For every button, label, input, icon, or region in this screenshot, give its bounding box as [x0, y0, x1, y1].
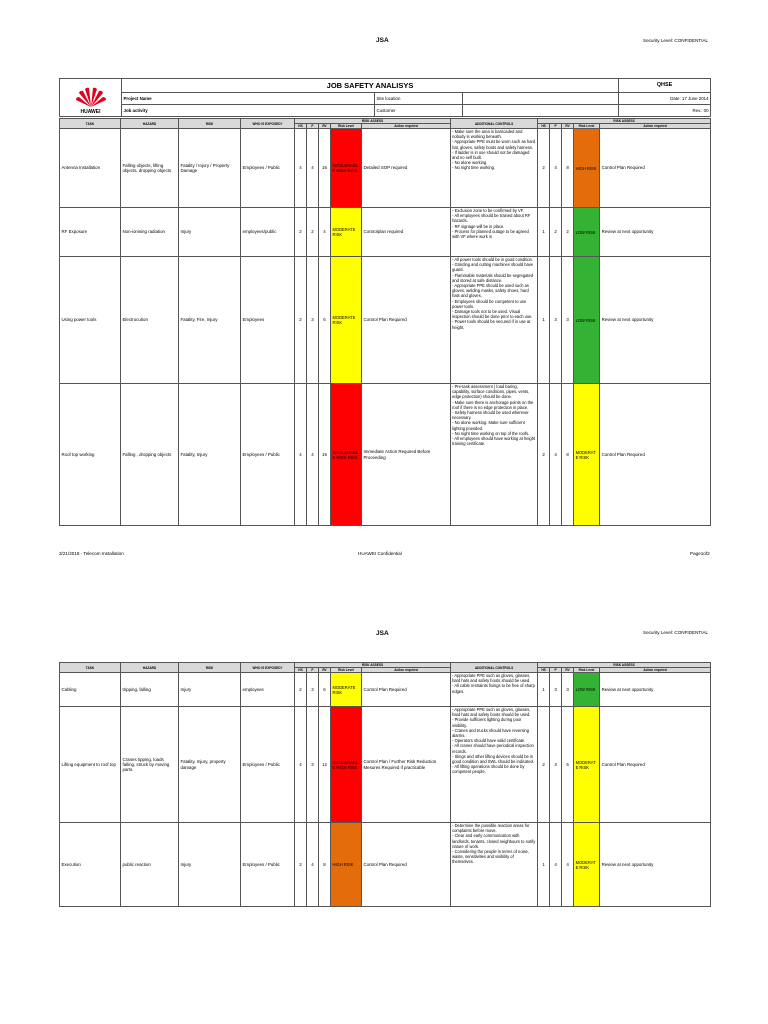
- risk-level-cell-2: HIGH RISK: [574, 129, 600, 208]
- doc-title: JOB SAFETY ANALISYS: [122, 79, 619, 93]
- task-cell: Using power tools: [60, 257, 121, 384]
- additional-controls-cell: - Appropriate PPE such as gloves, glasses, hard hats and safety boots should be used. - All cable restraints fixings to be free of sharp edges.: [451, 673, 538, 707]
- hs-cell-2: 2: [538, 129, 550, 208]
- rv-cell: 8: [319, 823, 331, 907]
- action-cell-2: Review at next opportunity: [600, 257, 711, 384]
- col-risk-level-2: Risk Level: [574, 668, 600, 673]
- col-hs-2: HS: [538, 668, 550, 673]
- rv-cell: 16: [319, 129, 331, 208]
- p-cell-2: 4: [550, 384, 562, 526]
- risk-cell: Fatality, Injury: [179, 384, 241, 526]
- huawei-logo-icon: [71, 85, 111, 111]
- page1-rows: [60, 129, 711, 526]
- action-cell: Control Plan Required: [362, 673, 451, 707]
- col-hs: HS: [295, 668, 307, 673]
- rv-cell-2: 3: [562, 257, 574, 384]
- hs-cell: 2: [295, 208, 307, 257]
- col-rv-2: RV: [562, 668, 574, 673]
- page2-risk-table: [59, 662, 711, 907]
- task-cell: Roof top working: [60, 384, 121, 526]
- hazard-cell: Electrocution: [121, 257, 179, 384]
- action-cell-2: Control Plan Required: [600, 129, 711, 208]
- task-cell: RF Exposure: [60, 208, 121, 257]
- doc-date: Date: 17 June 2014: [619, 93, 711, 105]
- hazard-cell: Falling objects, lifting objects, dropping objects: [121, 129, 179, 208]
- additional-controls-cell: - Exclusion zone to be confirmed by VF. - All employees should be trained about RF hazards. - RF signage will be in place. - Process for planned outage to be agreed with VF where work is: [451, 208, 538, 257]
- page1-title-block: [59, 78, 711, 117]
- job-activity-label: Job activity: [122, 105, 375, 117]
- p-cell: 3: [307, 673, 319, 707]
- additional-controls-cell: - Make sure the area is barricaded and nobody is working beneath. - Appropriate PPE must be worn such as hard hat, gloves, safety boots and safety harness. - If ladder is in use should not be damaged and no self built. - No alone working. - No night time working.: [451, 129, 538, 208]
- hs-cell: 2: [295, 673, 307, 707]
- p-cell: 2: [307, 208, 319, 257]
- risk-level-cell: INTOLERABLE HIGH RISK: [331, 129, 362, 208]
- risk-cell: Fatality, Injury, property damage: [179, 707, 241, 823]
- who-exposed-cell: Employees / Public: [241, 129, 295, 208]
- table-row: [60, 129, 711, 208]
- qhse-label: QHSE: [619, 79, 711, 93]
- p-cell-2: 3: [550, 707, 562, 823]
- risk-cell: Fatality, Fire, Injury: [179, 257, 241, 384]
- col-hs: HS: [295, 124, 307, 129]
- who-exposed-cell: Employees / Public: [241, 707, 295, 823]
- customer-label: Customer: [375, 105, 463, 117]
- who-exposed-cell: Employees / Public: [241, 823, 295, 907]
- page2-security-level: Security Level: CONFIDENTIAL: [643, 630, 709, 635]
- rv-cell-2: 6: [562, 707, 574, 823]
- additional-controls-cell: - Appropriate PPE such as gloves, glasses, hard hats and safety boots should be used. - Provide sufficient lighting during poor visibility. - Cranes and trucks should have reversing alarms. - Operators should have valid certificate. - All cranes should have periodical inspection records. - Slings and other lifting devices should be in good condition and SWL should be indicated. - All lifting operations should be done by competent people.: [451, 707, 538, 823]
- risk-cell: Injury: [179, 208, 241, 257]
- col-action-2: Action required: [600, 668, 711, 673]
- col-p-2: P: [550, 668, 562, 673]
- task-cell: Antenna Installation: [60, 129, 121, 208]
- who-exposed-cell: employees: [241, 673, 295, 707]
- col-action: Action required: [362, 124, 451, 129]
- p-cell: 4: [307, 129, 319, 208]
- col-risk-assess-2: RISK ASSESS: [538, 119, 711, 124]
- hs-cell: 4: [295, 707, 307, 823]
- risk-level-cell: HIGH RISK: [331, 823, 362, 907]
- task-cell: Execution: [60, 823, 121, 907]
- risk-level-cell-2: MODERATE RISK: [574, 707, 600, 823]
- task-cell: Cabling: [60, 673, 121, 707]
- col-additional: ADDITIONAL CONTROLS: [451, 119, 538, 129]
- col-risk: RISK: [179, 663, 241, 673]
- page1-header-title: JSA: [376, 37, 389, 44]
- col-task: TASK: [60, 119, 121, 129]
- risk-level-cell-2: MODERATE RISK: [574, 384, 600, 526]
- hs-cell-2: 2: [538, 707, 550, 823]
- p-cell-2: 3: [550, 257, 562, 384]
- risk-level-cell: MODERATE RISK: [331, 673, 362, 707]
- col-hs-2: HS: [538, 124, 550, 129]
- col-rv-2: RV: [562, 124, 574, 129]
- rv-cell: 16: [319, 384, 331, 526]
- risk-cell: Fatality / Injury / Property Damage: [179, 129, 241, 208]
- rv-cell: 4: [319, 208, 331, 257]
- risk-cell: Injury: [179, 673, 241, 707]
- additional-controls-cell: - All power tools should be in good condition. - Grinding and cutting machines should have guard. - Flammable materials should be segregated and stored at safe distance. - Appropriate PPE should be used such as gloves, welding masks, safety shoes, hard hats and gloves. - Employees should be competent to use power tools. - Damage tools not to be used. Visual inspection should be done prior to each use. - Power tools should be secured if in use at height.: [451, 257, 538, 384]
- risk-level-cell-2: MODERATE RISK: [574, 823, 600, 907]
- table-row: [60, 384, 711, 526]
- hazard-cell: Cranes tipping, loads falling, struck by moving parts.: [121, 707, 179, 823]
- rv-cell-2: 3: [562, 673, 574, 707]
- page2-header-title: JSA: [376, 630, 389, 637]
- risk-level-cell-2: LOW RISK: [574, 257, 600, 384]
- col-rv: RV: [319, 124, 331, 129]
- col-risk-level: Risk Level: [331, 124, 362, 129]
- p-cell-2: 4: [550, 129, 562, 208]
- p-cell-2: 3: [550, 673, 562, 707]
- page1-risk-table: [59, 118, 711, 526]
- rv-cell-2: 8: [562, 129, 574, 208]
- site-location-label: Site location: [375, 93, 463, 105]
- col-action-2: Action required: [600, 124, 711, 129]
- action-cell-2: Review at next opportunity: [600, 823, 711, 907]
- col-additional: ADDITIONAL CONTROLS: [451, 663, 538, 673]
- p-cell-2: 4: [550, 823, 562, 907]
- risk-level-cell: INTOLERABLE HIGH RISK: [331, 707, 362, 823]
- action-cell: Control Plan Required: [362, 257, 451, 384]
- page1-footer-left: 3/21/2018 - Telecom Installation: [59, 551, 124, 556]
- col-who: WHO IS EXPOSED?: [241, 119, 295, 129]
- col-risk-assess-2: RISK ASSESS: [538, 663, 711, 668]
- who-exposed-cell: Employees / Public: [241, 384, 295, 526]
- table-row: [60, 707, 711, 823]
- rv-cell: 6: [319, 257, 331, 384]
- page1-security-level: Security Level: CONFIDENTIAL: [643, 38, 709, 43]
- col-hazard: HAZARD: [121, 663, 179, 673]
- risk-cell: Injury: [179, 823, 241, 907]
- table-row: [60, 823, 711, 907]
- hs-cell-2: 2: [538, 384, 550, 526]
- risk-level-cell-2: LOW RISK: [574, 673, 600, 707]
- risk-level-cell: MODERATE RISK: [331, 208, 362, 257]
- col-p: P: [307, 124, 319, 129]
- hs-cell-2: 1: [538, 673, 550, 707]
- site-location-value: [463, 93, 619, 105]
- p-cell: 4: [307, 823, 319, 907]
- action-cell-2: Control Plan Required: [600, 384, 711, 526]
- page1-footer-center: HUAWEI Confidential: [358, 551, 402, 556]
- rv-cell: 12: [319, 707, 331, 823]
- hs-cell-2: 1: [538, 208, 550, 257]
- hazard-cell: Falling , dropping objects: [121, 384, 179, 526]
- rv-cell-2: 8: [562, 384, 574, 526]
- table-row: [60, 673, 711, 707]
- hs-cell: 4: [295, 384, 307, 526]
- col-action: Action required: [362, 668, 451, 673]
- col-risk-level: Risk Level: [331, 668, 362, 673]
- additional-controls-cell: - Pre-task assessment ( load baring, capability, surface conditions, pipes, vents, edge protection) should be done. - Make sure there is anchorage points on the roof if there is no edge protection in place. - Safety harness should be used wherever necessary. - No alone working. Make sure sufficient lighting provided. - No night time working on top of the roofs. - All employees should have working at height training certificate.: [451, 384, 538, 526]
- huawei-logo: [60, 79, 122, 117]
- table-row: [60, 257, 711, 384]
- hazard-cell: Non-ionising radiation: [121, 208, 179, 257]
- hs-cell: 2: [295, 257, 307, 384]
- rv-cell-2: 2: [562, 208, 574, 257]
- risk-level-cell-2: LOW RISK: [574, 208, 600, 257]
- customer-value: [463, 105, 619, 117]
- col-who: WHO IS EXPOSED?: [241, 663, 295, 673]
- page1-footer-right: Page1of2: [690, 551, 710, 556]
- p-cell-2: 2: [550, 208, 562, 257]
- col-p-2: P: [550, 124, 562, 129]
- task-cell: Lifting equipment to roof top: [60, 707, 121, 823]
- action-cell-2: Review at next opportunity: [600, 208, 711, 257]
- action-cell: Control Plan Required: [362, 823, 451, 907]
- page2-rows: [60, 673, 711, 907]
- col-hazard: HAZARD: [121, 119, 179, 129]
- risk-level-cell: MODERATE RISK: [331, 257, 362, 384]
- col-risk-assess: RISK ASSESS: [295, 119, 451, 124]
- action-cell-2: Review at next opportunity: [600, 673, 711, 707]
- project-name-label: Project Name: [122, 93, 375, 105]
- hs-cell-2: 1: [538, 257, 550, 384]
- rv-cell-2: 4: [562, 823, 574, 907]
- col-risk-level-2: Risk Level: [574, 124, 600, 129]
- action-cell: Controlplan required: [362, 208, 451, 257]
- table-row: [60, 208, 711, 257]
- col-risk: RISK: [179, 119, 241, 129]
- additional-controls-cell: - Determine the possible reaction areas for complaints before move. - Clear and early communication with landlords, tenants, closed neighbours to notify nature of work. - Considering the people in terms of noise, waste, sensitivities and visibility of themselves.: [451, 823, 538, 907]
- hs-cell: 4: [295, 129, 307, 208]
- p-cell: 4: [307, 384, 319, 526]
- col-task: TASK: [60, 663, 121, 673]
- col-risk-assess: RISK ASSESS: [295, 663, 451, 668]
- hazard-cell: public reaction: [121, 823, 179, 907]
- col-rv: RV: [319, 668, 331, 673]
- action-cell-2: Control Plan Required: [600, 707, 711, 823]
- who-exposed-cell: Employees: [241, 257, 295, 384]
- rv-cell: 6: [319, 673, 331, 707]
- hs-cell-2: 1: [538, 823, 550, 907]
- hs-cell: 2: [295, 823, 307, 907]
- logo-text: HUAWEI: [80, 108, 101, 115]
- who-exposed-cell: employees/public: [241, 208, 295, 257]
- col-p: P: [307, 668, 319, 673]
- doc-rev: Rev.: 00: [619, 105, 711, 117]
- risk-level-cell: INTOLERABLE HIGH RISK: [331, 384, 362, 526]
- action-cell: Control Plan / Further Risk Reduction Mesures Required if practicable: [362, 707, 451, 823]
- action-cell: Detailed SOP required: [362, 129, 451, 208]
- action-cell: Immediate Action Required Before Proceeding: [362, 384, 451, 526]
- hazard-cell: tripping, falling: [121, 673, 179, 707]
- p-cell: 3: [307, 257, 319, 384]
- p-cell: 3: [307, 707, 319, 823]
